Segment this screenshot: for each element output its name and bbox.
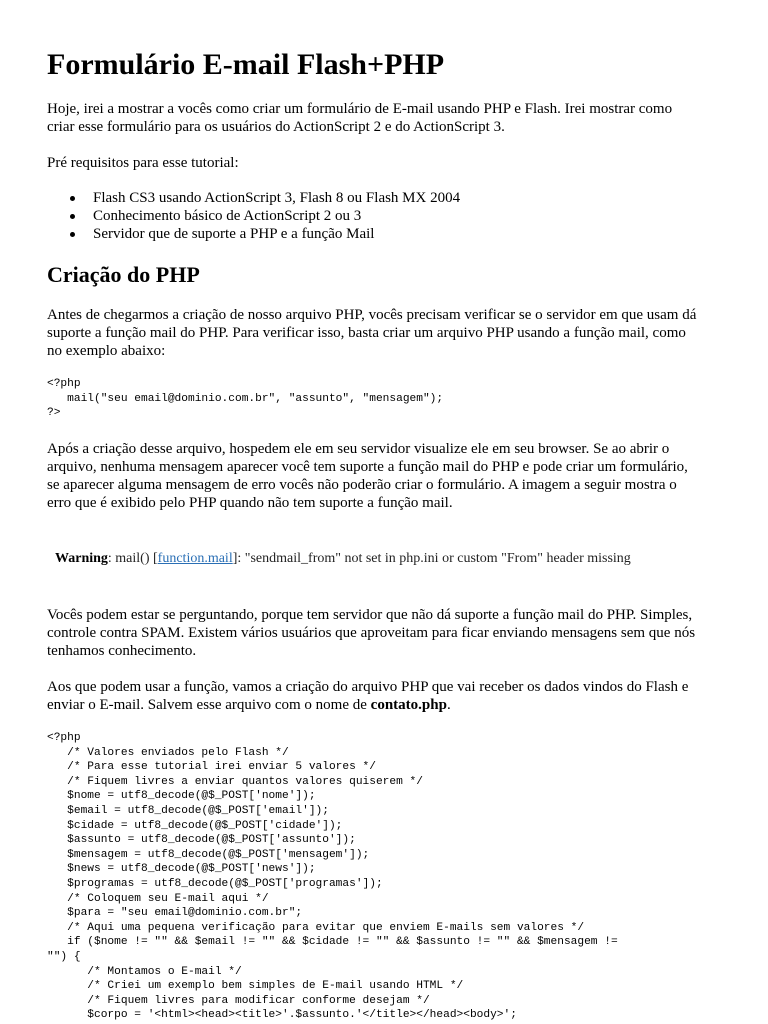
paragraph-line: no exemplo abaixo: [47,343,166,359]
list-item: Conhecimento básico de ActionScript 2 ou 3 [47,207,460,225]
prereq-label-text: Pré requisitos para esse tutorial: [47,155,239,171]
intro-line: criar esse formulário para os usuários do ActionScript 2 e do ActionScript 3. [47,119,505,135]
prereq-list [47,189,460,243]
paragraph-line: tenhamos conhecimento. [47,643,197,659]
paragraph-line: Aos que podem usar a função, vamos a criação do arquivo PHP que vai receber os dados vindos do Flash e [47,679,689,695]
paragraph-line: controle contra SPAM. Existem vários usuários que aproveitam para ficar enviando mensagens sem que nós [47,625,696,641]
warning-prefix: : mail() [ [107,551,158,566]
paragraph-line: suporte a função mail do PHP. Para verificar isso, basta criar um arquivo PHP usando a função mail, como [47,325,686,341]
paragraph-line: se aparecer alguma mensagem de erro vocês não poderão criar o formulário. A imagem a seguir mostra o [47,477,677,493]
list-item: Flash CS3 usando ActionScript 3, Flash 8 ou Flash MX 2004 [47,189,460,207]
intro-paragraph [47,100,737,136]
paragraph-line [47,696,737,714]
paragraph-line: Após a criação desse arquivo, hospedem ele em seu servidor visualize ele em seu browser. Se ao abrir o [47,441,670,457]
code-block-contato-php: <?php /* Valores enviados pelo Flash */ /* Para esse tutorial irei enviar 5 valores */ /* Fiquem livres a enviar quantos valores quiserem */ $nome = utf8_decode(@$_POST['nome']); $email = utf8_decode(@$_POST['email']); $cidade = utf8_decode(@$_POST['cidade']); $assunto = utf8_decode(@$_POST['assunto']); $mensagem = utf8_decode(@$_POST['mensagem']); $news = utf8_decode(@$_POST['news']); $programas = utf8_decode(@$_POST['programas']); /* Coloquem seu E-mail aqui */ $para = "seu email@dominio.com.br"; /* Aqui uma pequena verificação para evitar que enviem E-mails sem valores */ if ($nome != "" && $email != "" && $cidade != "" && $assunto != "" && $mensagem != "") { /* Montamos o E-mail */ /* Criei um exemplo bem simples de E-mail usando HTML */ /* Fiquem livres para modificar conforme desejam */ $corpo = '<html><head><title>'.$assunto.'</title></head><body>'; [47,732,618,1022]
paragraph-spam [47,606,737,660]
paragraph-after-test [47,440,737,512]
paragraph-contato [47,678,737,714]
intro-line: Hoje, irei a mostrar a vocês como criar um formulário de E-mail usando PHP e Flash. Irei mostrar como [47,101,673,117]
page-title: Formulário E-mail Flash+PHP [47,48,445,81]
list-item: Servidor que de suporte a PHP e a função Mail [47,225,460,243]
paragraph-line: Antes de chegarmos a criação de nosso arquivo PHP, vocês precisam verificar se o servidor em que usam dá [47,307,697,323]
warning-label: Warning [55,551,108,566]
warning-message: ]: "sendmail_from" not set in php.ini or custom "From" header missing [232,551,631,566]
paragraph-text: . [446,697,451,713]
code-block-mail-test: <?php mail("seu email@dominio.com.br", "assunto", "mensagem"); ?> [47,378,444,420]
paragraph-line: arquivo, nenhuma mensagem aparecer você tem suporte a função mail do PHP e pode criar um formulário, [47,459,688,475]
prereq-label [47,154,737,172]
filename: contato.php [370,697,447,713]
warning-screenshot [55,550,631,568]
paragraph-text: enviar o E-mail. Salvem esse arquivo com o nome de [47,697,371,713]
paragraph-check-mail [47,306,737,360]
paragraph-line: erro que é exibido pelo PHP quando não tem suporte a função mail. [47,495,453,511]
function-mail-link[interactable]: function.mail [157,551,233,566]
paragraph-line: Vocês podem estar se perguntando, porque tem servidor que não dá suporte a função mail do PHP. Simples, [47,607,693,623]
section-title: Criação do PHP [47,262,200,287]
